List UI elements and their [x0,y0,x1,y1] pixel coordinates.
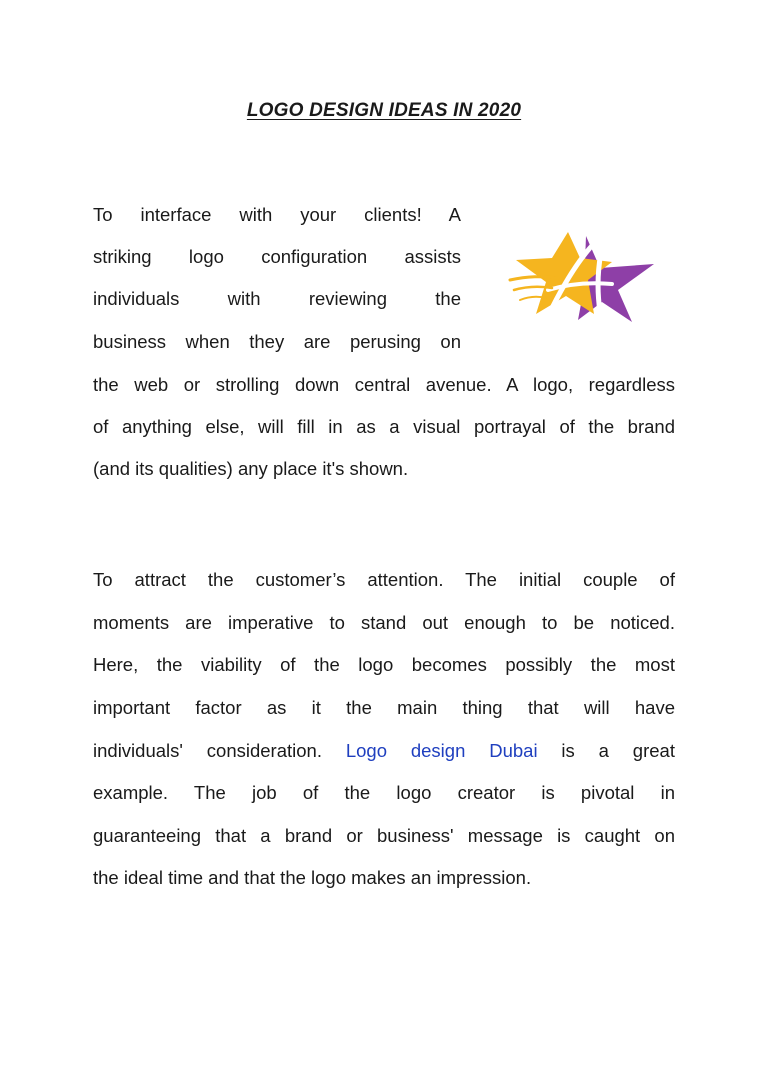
page-title: LOGO DESIGN IDEAS IN 2020 [246,100,522,121]
logo-design-dubai-link[interactable]: Logo design Dubai [345,740,538,761]
paragraph-2-line: moments are imperative to stand out enough to be noticed. [93,612,675,633]
star-letter-a-logo-icon [508,228,658,324]
paragraph-2-line: guaranteeing that a brand or business' message is caught on [93,825,675,846]
paragraph-1-line: business when they are perusing on [93,331,461,352]
paragraph-1-line: To interface with your clients! A [93,204,461,225]
paragraph-1-line: (and its qualities) any place it's shown. [93,458,409,479]
paragraph-1-line: the web or strolling down central avenue. A logo, regardless [93,374,675,395]
paragraph-2-line: important factor as it the main thing that will have [93,697,675,718]
paragraph-2-line: Here, the viability of the logo becomes possibly the most [93,654,675,675]
paragraph-1-line: striking logo configuration assists [93,246,461,267]
line-text-before-link: individuals' consideration. [93,740,346,761]
paragraph-2-line: example. The job of the logo creator is pivotal in [93,782,675,803]
paragraph-1-line: individuals with reviewing the [93,288,461,309]
line-text-after-link: is a great [537,740,675,761]
paragraph-2-line: To attract the customer’s attention. The initial couple of [93,569,675,590]
paragraph-1-line: of anything else, will fill in as a visual portrayal of the brand [93,416,675,437]
paragraph-2-line: the ideal time and that the logo makes an impression. [93,867,532,888]
paragraph-2-line-with-link [93,739,675,763]
